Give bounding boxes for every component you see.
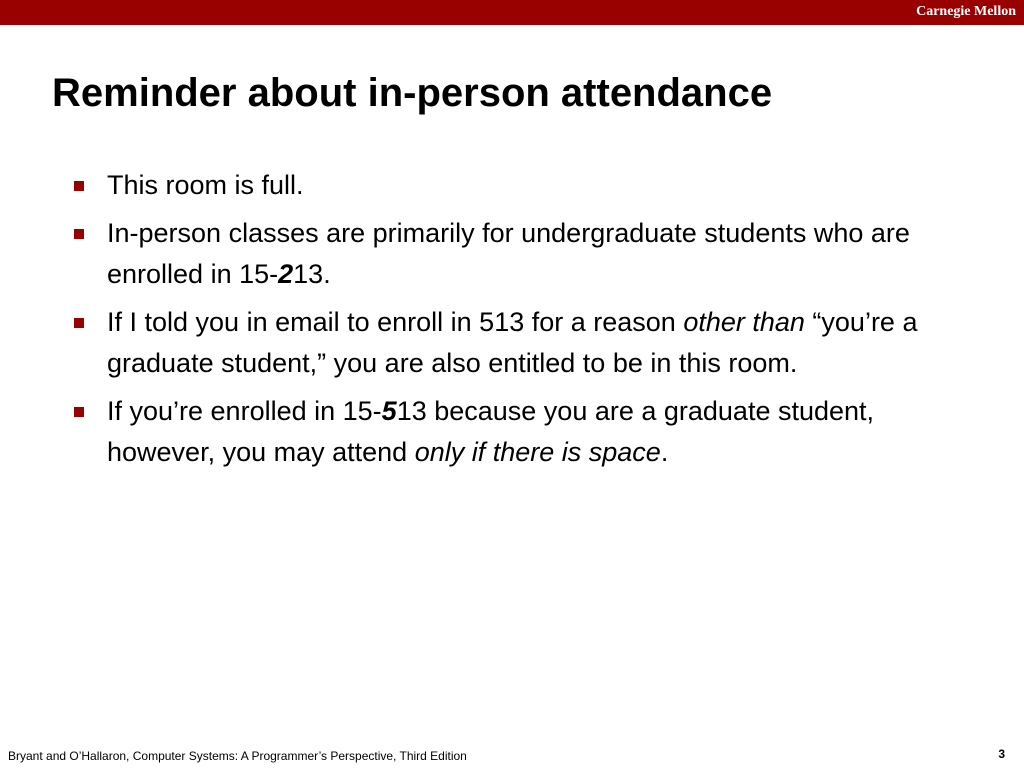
course-number-emphasis: 2 bbox=[278, 259, 294, 289]
bullet-text-segment: If you’re enrolled in 15- bbox=[107, 396, 382, 426]
slide-title: Reminder about in-person attendance bbox=[52, 71, 773, 115]
square-bullet-icon bbox=[74, 181, 84, 191]
bullet-list bbox=[72, 165, 932, 480]
bullet-item bbox=[72, 165, 932, 206]
square-bullet-icon bbox=[74, 229, 84, 239]
page-number: 3 bbox=[998, 747, 1005, 761]
bullet-text-segment: 13. bbox=[293, 259, 331, 289]
bullet-text-segment: . bbox=[660, 437, 669, 467]
bullet-text-segment: “you’re a graduate student,” you are also entitled to be in this room. bbox=[107, 307, 918, 378]
bullet-item bbox=[72, 213, 932, 295]
bullet-text-segment: This room is full. bbox=[107, 170, 304, 200]
bullet-item bbox=[72, 391, 932, 473]
bullet-text-segment: If I told you in email to enroll in 513 for a reason bbox=[107, 307, 684, 337]
emphasis-text: other than bbox=[683, 307, 805, 337]
square-bullet-icon bbox=[74, 407, 84, 417]
course-number-emphasis: 5 bbox=[381, 396, 397, 426]
footer-citation: Bryant and O’Hallaron, Computer Systems: A Programmer’s Perspective, Third Edition bbox=[8, 749, 467, 763]
brand-label: Carnegie Mellon bbox=[916, 4, 1016, 19]
bullet-text-segment: In-person classes are primarily for undergraduate students who are enrolled in 15- bbox=[107, 218, 910, 289]
emphasis-text: only if there is space bbox=[414, 437, 661, 467]
bullet-text bbox=[107, 396, 874, 467]
bullet-text-segment: 13 because you are a graduate student, however, you may attend bbox=[107, 396, 875, 467]
bullet-text bbox=[107, 307, 917, 378]
bullet-item bbox=[72, 302, 932, 384]
header-bar bbox=[0, 0, 1024, 25]
bullet-text bbox=[107, 218, 910, 289]
square-bullet-icon bbox=[74, 318, 84, 328]
bullet-text bbox=[107, 170, 304, 200]
